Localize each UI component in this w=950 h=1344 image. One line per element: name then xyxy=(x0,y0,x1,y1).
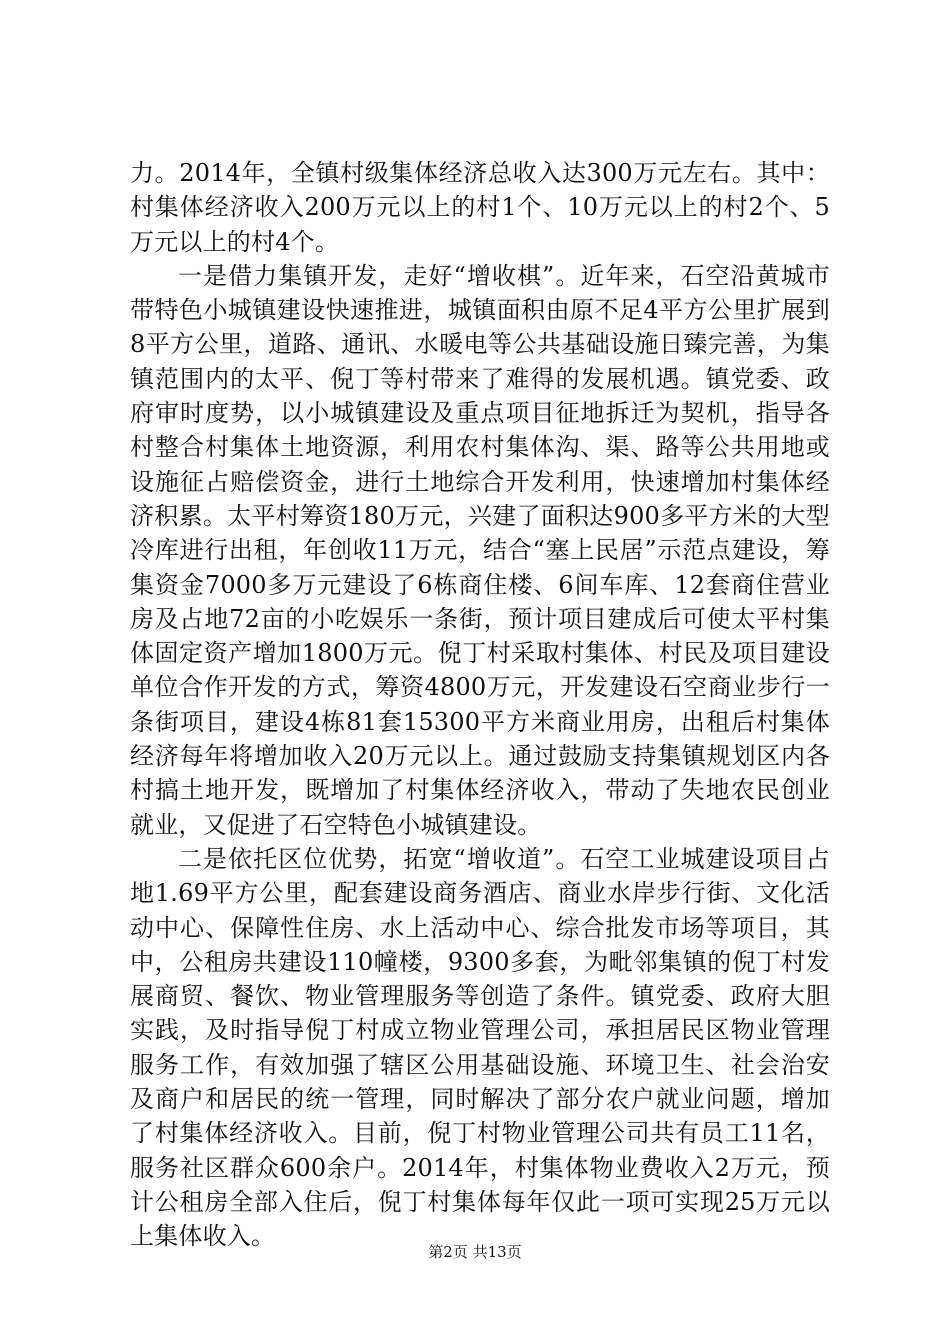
document-body xyxy=(130,156,830,1254)
paragraph-item-two: 二是依托区位优势，拓宽“增收道”。石空工业城建设项目占地1.69平方公里，配套建设商务酒店、商业水岸步行街、文化活动中心、保障性住房、水上活动中心、综合批发市场等项目，其中，公租房共建设110幢楼，9300多套，为毗邻集镇的倪丁村发展商贸、餐饮、物业管理服务等创造了条件。镇党委、政府大胆实践，及时指导倪丁村成立物业管理公司，承担居民区物业管理服务工作，有效加强了辖区公用基础设施、环境卫生、社会治安及商户和居民的统一管理，同时解决了部分农户就业问题，增加了村集体经济收入。目前，倪丁村物业管理公司共有员工11名，服务社区群众600余户。2014年，村集体物业费收入2万元，预计公租房全部入住后，倪丁村集体每年仅此一项可实现25万元以上集体收入。 xyxy=(130,844,830,1251)
paragraph-continuation: 力。2014年，全镇村级集体经济总收入达300万元左右。其中：村集体经济收入200万元以上的村1个、10万元以上的村2个、5万元以上的村4个。 xyxy=(130,159,830,256)
paragraph-item-one: 一是借力集镇开发，走好“增收棋”。近年来，石空沿黄城市带特色小城镇建设快速推进，城镇面积由原不足4平方公里扩展到8平方公里，道路、通讯、水暖电等公共基础设施日臻完善，为集镇范围内的太平、倪丁等村带来了难得的发展机遇。镇党委、政府审时度势，以小城镇建设及重点项目征地拆迁为契机，指导各村整合村集体土地资源，利用农村集体沟、渠、路等公共用地或设施征占赔偿资金，进行土地综合开发利用，快速增加村集体经济积累。太平村筹资180万元，兴建了面积达900多平方米的大型冷库进行出租，年创收11万元，结合“塞上民居”示范点建设，筹集资金7000多万元建设了6栋商住楼、6间车库、12套商住营业房及占地72亩的小吃娱乐一条街，预计项目建成后可使太平村集体固定资产增加1800万元。倪丁村采取村集体、村民及项目建设单位合作开发的方式，筹资4800万元，开发建设石空商业步行一条街项目，建设4栋81套15300平方米商业用房，出租后村集体经济每年将增加收入20万元以上。通过鼓励支持集镇规划区内各村搞土地开发，既增加了村集体经济收入，带动了失地农民创业就业，又促进了石空特色小城镇建设。 xyxy=(130,261,830,839)
page-footer xyxy=(0,1242,950,1262)
page-number-label: 第2页 共13页 xyxy=(428,1243,522,1261)
